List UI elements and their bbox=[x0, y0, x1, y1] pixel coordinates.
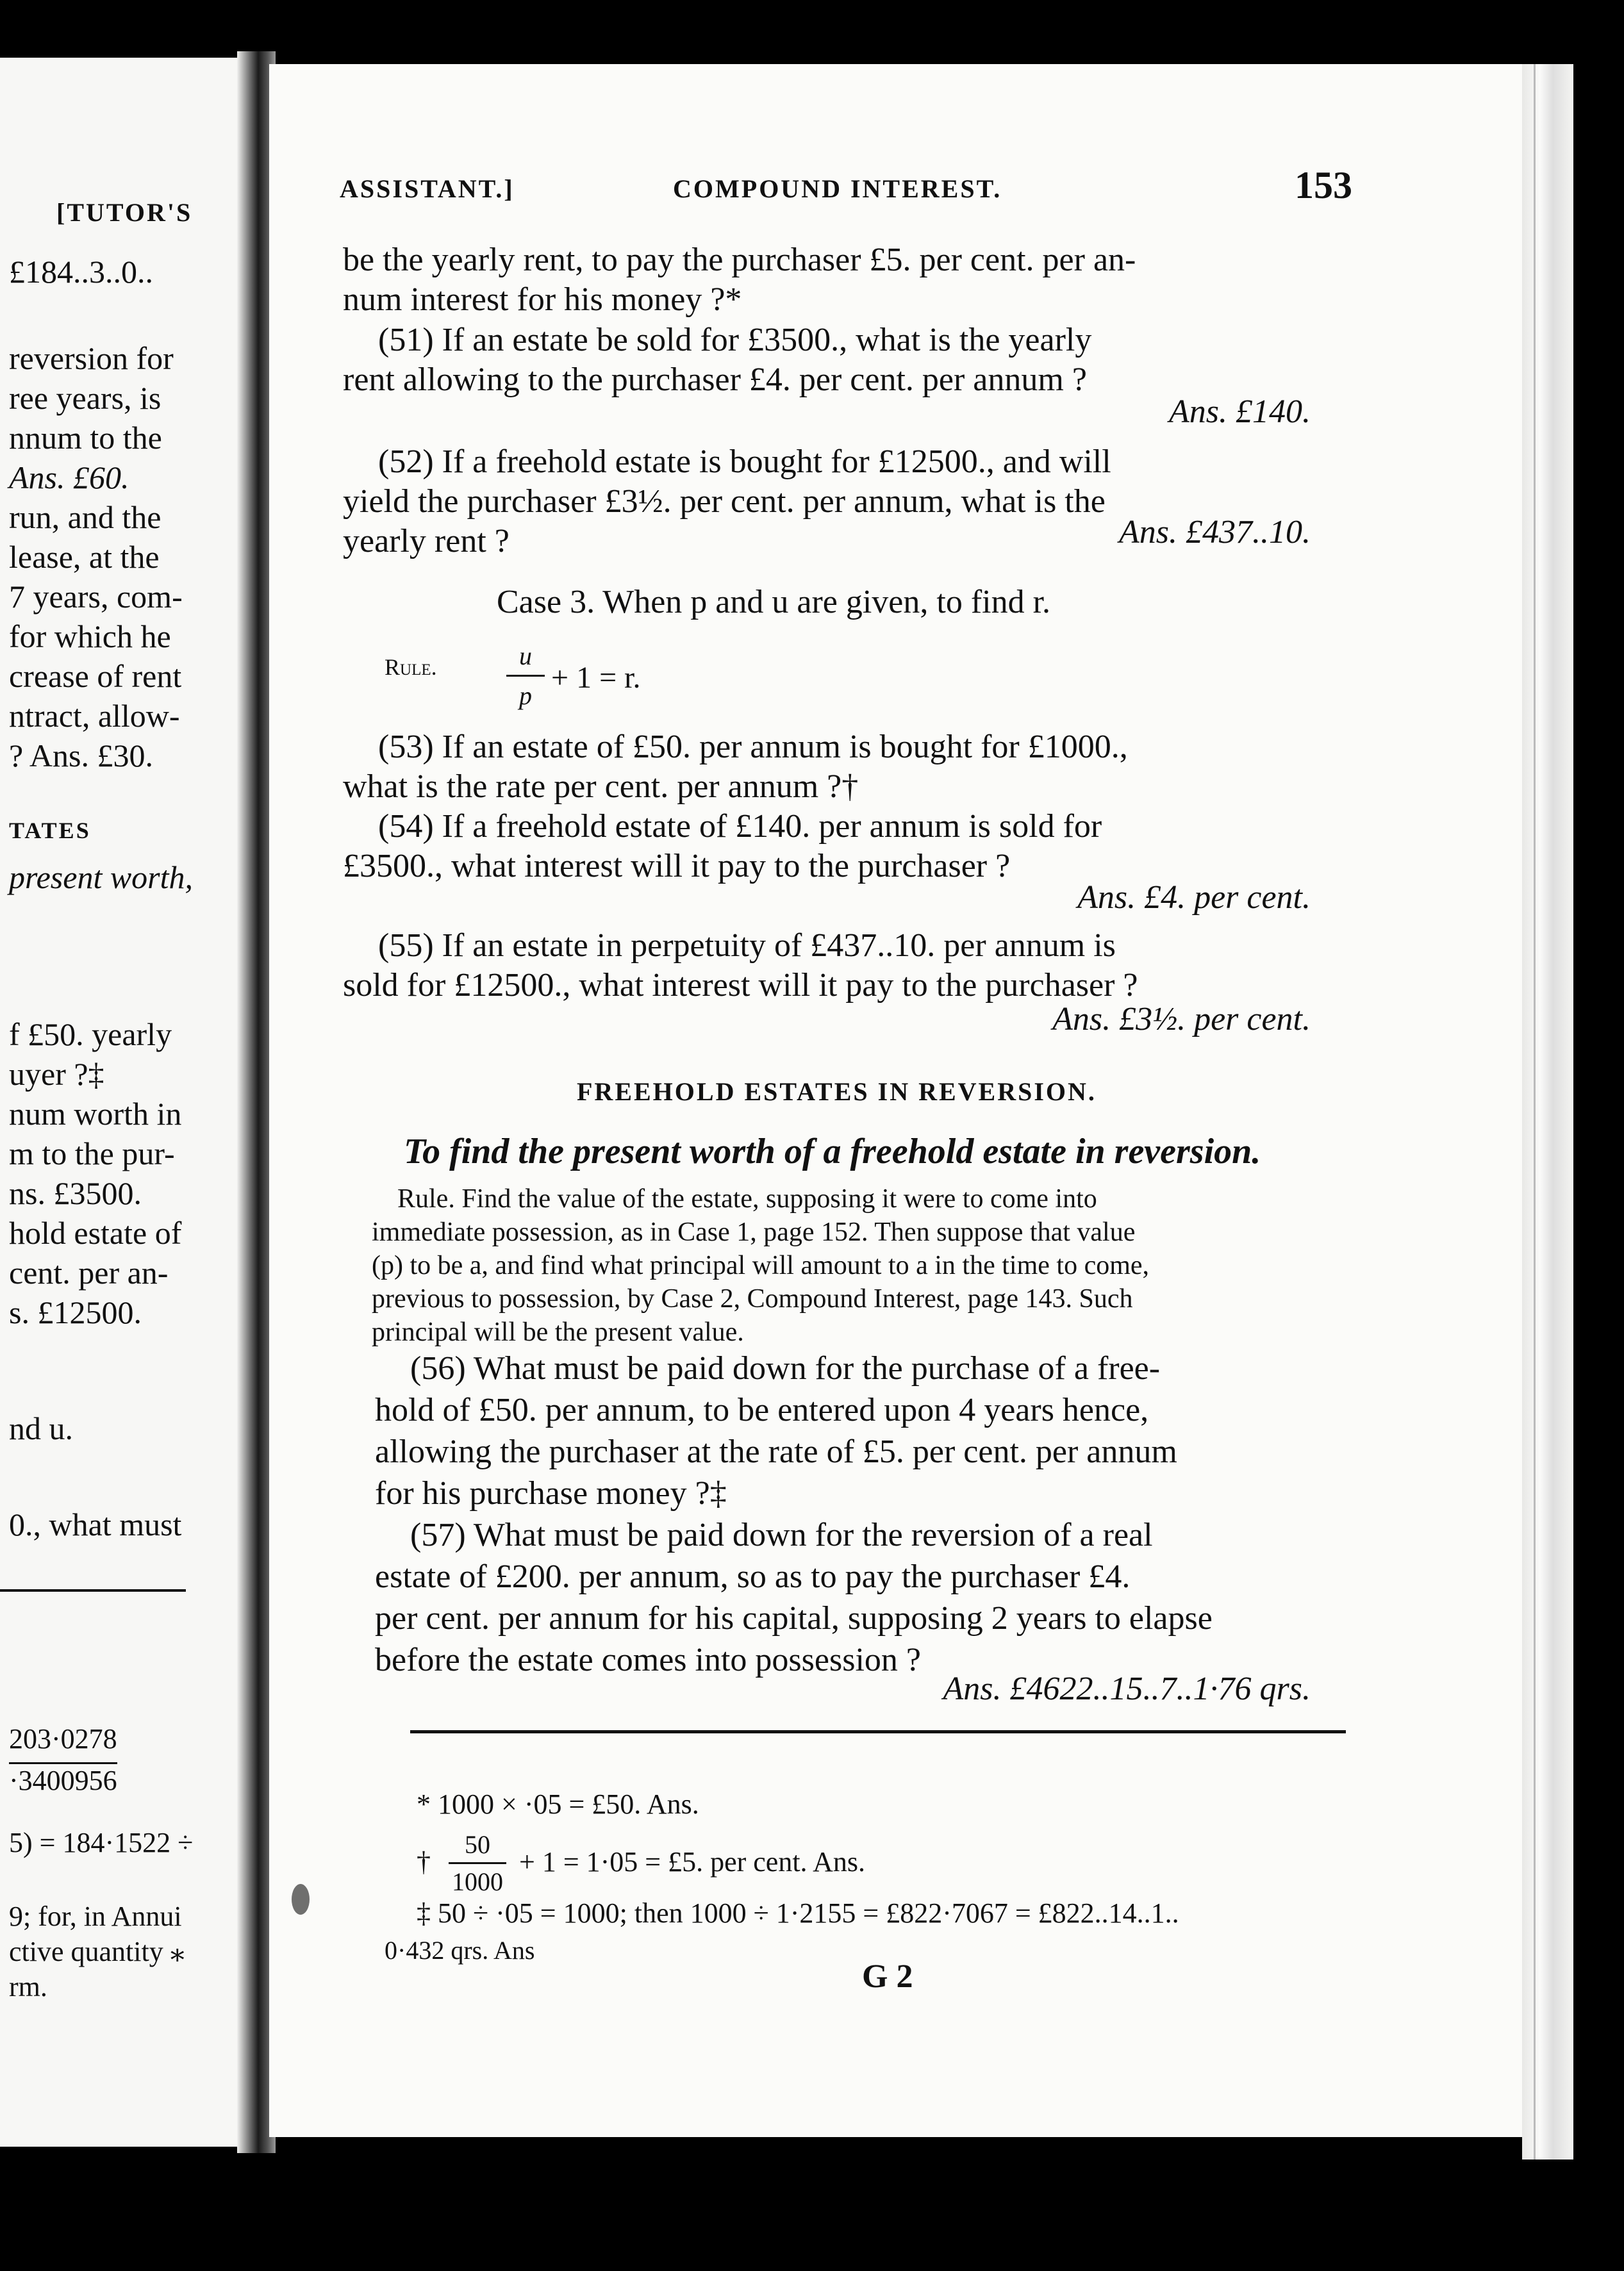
question-56: (56) What must be paid down for the purchase of a free- bbox=[410, 1350, 1161, 1387]
left-line: £184..3..0.. bbox=[9, 254, 153, 290]
left-line: crease of rent bbox=[9, 658, 182, 694]
text-line: yearly rent ? bbox=[343, 523, 510, 559]
left-line: lease, at the bbox=[9, 539, 160, 575]
footnote-4: 0·432 qrs. Ans bbox=[385, 1936, 535, 1965]
question-51: (51) If an estate be sold for £3500., what is the yearly bbox=[378, 322, 1092, 358]
rule-formula: + 1 = r. bbox=[551, 661, 641, 695]
footnote-3: ‡ 50 ÷ ·05 = 1000; then 1000 ÷ 1·2155 = £822·7067 = £822..14..1.. bbox=[417, 1897, 1179, 1929]
text-line: £3500., what interest will it pay to the purchaser ? bbox=[343, 848, 1011, 884]
footnote-2-denominator: 1000 bbox=[452, 1867, 503, 1896]
left-line: nnum to the bbox=[9, 420, 162, 456]
text-line: num interest for his money ?* bbox=[343, 281, 742, 318]
text-line: per cent. per annum for his capital, supposing 2 years to elapse bbox=[375, 1600, 1213, 1637]
left-line: Ans. £60. bbox=[9, 459, 129, 495]
left-line: 7 years, com- bbox=[9, 579, 183, 615]
question-54: (54) If a freehold estate of £140. per annum is sold for bbox=[378, 808, 1102, 845]
footnote-2: + 1 = 1·05 = £5. per cent. Ans. bbox=[519, 1846, 866, 1878]
left-line: for which he bbox=[9, 618, 171, 654]
footnote-2-mark: † bbox=[417, 1846, 431, 1878]
left-line: ? Ans. £30. bbox=[9, 738, 153, 773]
rule-denominator: p bbox=[519, 681, 532, 710]
ink-stain bbox=[292, 1884, 310, 1915]
left-line: m to the pur- bbox=[9, 1136, 175, 1171]
text-line: before the estate comes into possession ? bbox=[375, 1642, 921, 1678]
page-edges bbox=[1522, 64, 1573, 2160]
footnote-2-numerator: 50 bbox=[465, 1830, 490, 1859]
answer-55: Ans. £3½. per cent. bbox=[1052, 1001, 1311, 1037]
left-line: reversion for bbox=[9, 340, 174, 376]
left-line: run, and the bbox=[9, 499, 162, 535]
text-line: estate of £200. per annum, so as to pay the purchaser £4. bbox=[375, 1558, 1131, 1595]
rule-text: principal will be the present value. bbox=[372, 1317, 744, 1347]
rule-fraction bbox=[506, 641, 545, 711]
left-line: nd u. bbox=[9, 1410, 73, 1446]
left-facing-page bbox=[0, 58, 247, 2147]
text-line: allowing the purchaser at the rate of £5. per cent. per annum bbox=[375, 1433, 1177, 1470]
left-line: 203·0278 bbox=[9, 1723, 117, 1755]
running-head-left: ASSISTANT.] bbox=[340, 174, 515, 203]
rule-text: Rule. Find the value of the estate, supposing it were to come into bbox=[397, 1184, 1097, 1214]
text-line: rent allowing to the purchaser £4. per cent. per annum ? bbox=[343, 361, 1087, 398]
fraction-bar bbox=[449, 1862, 506, 1864]
answer-54: Ans. £4. per cent. bbox=[1077, 879, 1311, 916]
text-line: what is the rate per cent. per annum ?† bbox=[343, 768, 859, 805]
text-line: sold for £12500., what interest will it pay to the purchaser ? bbox=[343, 967, 1138, 1003]
left-line: f £50. yearly bbox=[9, 1016, 172, 1052]
running-head-title: COMPOUND INTEREST. bbox=[673, 174, 1002, 203]
question-52: (52) If a freehold estate is bought for £12500., and will bbox=[378, 443, 1111, 480]
left-line: 5) = 184·1522 ÷ bbox=[9, 1827, 194, 1858]
signature-mark: G 2 bbox=[862, 1958, 913, 1995]
rule-text: (p) to be a, and find what principal will amount to a in the time to come, bbox=[372, 1251, 1150, 1280]
left-line: 9; for, in Annui bbox=[9, 1901, 182, 1932]
running-head bbox=[340, 164, 1352, 208]
rule-label: Rule. bbox=[385, 654, 437, 680]
left-divider bbox=[0, 1589, 186, 1592]
subheading: To find the present worth of a freehold estate in reversion. bbox=[404, 1132, 1261, 1171]
left-line: cent. per an- bbox=[9, 1255, 169, 1291]
text-line: yield the purchaser £3½. per cent. per annum, what is the bbox=[343, 483, 1106, 520]
rule-text: immediate possession, as in Case 1, page 152. Then suppose that value bbox=[372, 1218, 1136, 1247]
left-line: hold estate of bbox=[9, 1215, 182, 1251]
left-line: rm. bbox=[9, 1971, 47, 2003]
left-line: uyer ?‡ bbox=[9, 1056, 104, 1092]
text-line: hold of £50. per annum, to be entered upon 4 years hence, bbox=[375, 1392, 1149, 1428]
footnote-1: * 1000 × ·05 = £50. Ans. bbox=[417, 1788, 699, 1820]
left-line: num worth in bbox=[9, 1096, 182, 1132]
left-running-head: [TUTOR'S bbox=[56, 198, 193, 227]
question-57: (57) What must be paid down for the reversion of a real bbox=[410, 1517, 1153, 1553]
fraction-bar bbox=[506, 675, 545, 677]
answer-51: Ans. £140. bbox=[1169, 393, 1311, 430]
left-line: present worth, bbox=[9, 859, 194, 895]
text-line: for his purchase money ?‡ bbox=[375, 1475, 727, 1512]
left-line: ree years, is bbox=[9, 380, 162, 416]
question-53: (53) If an estate of £50. per annum is bought for £1000., bbox=[378, 729, 1128, 765]
text-line: be the yearly rent, to pay the purchaser £5. per cent. per an- bbox=[343, 242, 1136, 278]
left-line: ·3400956 bbox=[9, 1762, 117, 1797]
rule-numerator: u bbox=[519, 641, 532, 670]
page-number: 153 bbox=[1295, 164, 1352, 206]
footnote-2-fraction bbox=[449, 1829, 506, 1897]
left-line: ctive quantity ⁎ bbox=[9, 1936, 185, 1967]
answer-57: Ans. £4622..15..7..1·76 qrs. bbox=[943, 1671, 1311, 1707]
left-line: TATES bbox=[9, 818, 91, 843]
left-line: s. £12500. bbox=[9, 1294, 142, 1330]
left-line: 0., what must bbox=[9, 1507, 182, 1542]
footnote-rule bbox=[410, 1730, 1346, 1733]
question-55: (55) If an estate in perpetuity of £437..10. per annum is bbox=[378, 927, 1116, 964]
left-line: ns. £3500. bbox=[9, 1175, 142, 1211]
left-line: ntract, allow- bbox=[9, 698, 180, 734]
case-heading: Case 3. When p and u are given, to find r. bbox=[497, 584, 1051, 620]
section-heading: FREEHOLD ESTATES IN REVERSION. bbox=[577, 1077, 1097, 1106]
answer-52: Ans. £437..10. bbox=[1119, 514, 1311, 550]
rule-text: previous to possession, by Case 2, Compound Interest, page 143. Such bbox=[372, 1284, 1133, 1314]
